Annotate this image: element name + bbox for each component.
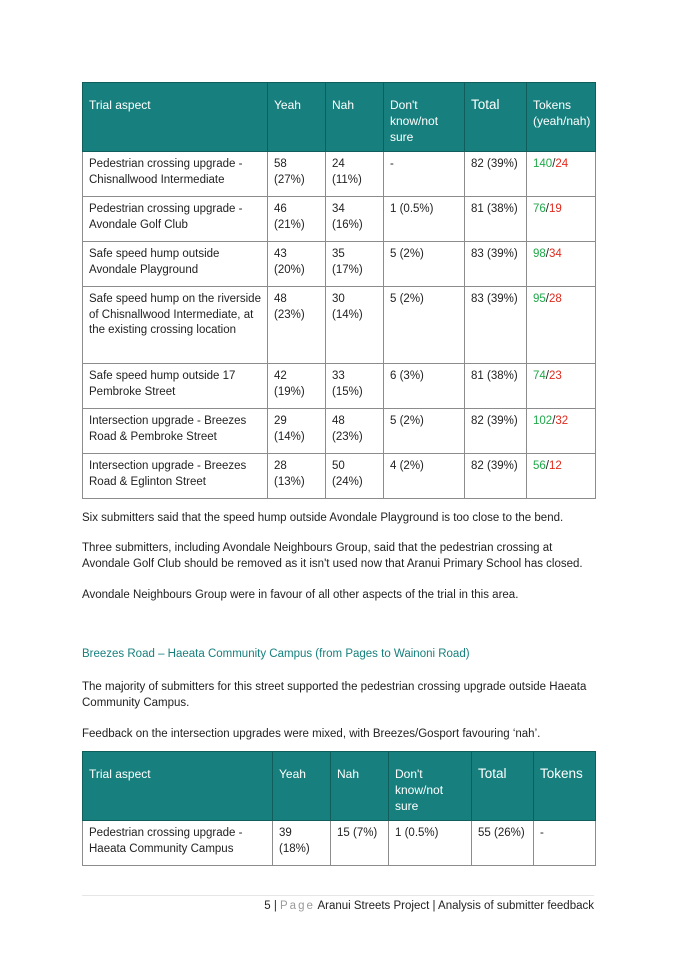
table-header-row	[83, 83, 596, 152]
cell-nah: 33 (15%)	[326, 364, 384, 409]
cell-dont-know: 5 (2%)	[384, 287, 465, 364]
footer-divider	[82, 895, 594, 896]
cell-nah: 24 (11%)	[326, 152, 384, 197]
cell-aspect: Intersection upgrade - Breezes Road & Eglinton Street	[83, 454, 268, 499]
cell-yeah: 28 (13%)	[268, 454, 326, 499]
cell-aspect: Safe speed hump outside Avondale Playground	[83, 242, 268, 287]
paragraph-golf-club: Three submitters, including Avondale Neighbours Group, said that the pedestrian crossing at Avondale Golf Club should be removed as it isn't used now that Aranui Primary School has closed.	[82, 542, 583, 570]
table-row	[83, 454, 596, 499]
paragraph-majority: The majority of submitters for this street supported the pedestrian crossing upgrade outside Haeata Community Campus.	[82, 681, 587, 709]
table-row	[83, 152, 596, 197]
cell-total: 81 (38%)	[465, 197, 527, 242]
tokens-yeah: 76	[533, 203, 546, 215]
cell-total: 82 (39%)	[465, 409, 527, 454]
cell-dont-know: 5 (2%)	[384, 409, 465, 454]
tokens-yeah: 140	[533, 158, 553, 170]
cell-aspect: Safe speed hump on the riverside of Chisnallwood Intermediate, at the existing crossing location	[83, 287, 268, 364]
header-tokens: Tokens	[534, 752, 596, 821]
results-table-breezes	[82, 751, 596, 866]
table-row	[83, 409, 596, 454]
tokens-nah: 19	[549, 203, 562, 215]
header-total: Total	[465, 83, 527, 152]
cell-tokens: 140/24	[527, 152, 596, 197]
cell-nah: 50 (24%)	[326, 454, 384, 499]
cell-total: 82 (39%)	[465, 454, 527, 499]
tokens-nah: 23	[549, 370, 562, 382]
cell-tokens: 95/28	[527, 287, 596, 364]
document-title: Aranui Streets Project | Analysis of submitter feedback	[317, 900, 594, 912]
cell-aspect: Intersection upgrade - Breezes Road & Pembroke Street	[83, 409, 268, 454]
paragraph-feedback: Feedback on the intersection upgrades were mixed, with Breezes/Gosport favouring ‘nah’.	[82, 728, 541, 740]
tokens-yeah: 98	[533, 248, 546, 260]
cell-aspect: Safe speed hump outside 17 Pembroke Street	[83, 364, 268, 409]
paragraph-speed-hump: Six submitters said that the speed hump outside Avondale Playground is too close to the bend.	[82, 512, 564, 524]
results-table-avondale	[82, 82, 596, 499]
cell-nah: 15 (7%)	[331, 821, 389, 866]
cell-yeah: 48 (23%)	[268, 287, 326, 364]
cell-tokens: 102/32	[527, 409, 596, 454]
cell-total: 83 (39%)	[465, 242, 527, 287]
tokens-nah: 12	[549, 460, 562, 472]
cell-yeah: 58 (27%)	[268, 152, 326, 197]
tokens-nah: 28	[549, 293, 562, 305]
header-yeah: Yeah	[273, 752, 331, 821]
cell-nah: 35 (17%)	[326, 242, 384, 287]
table-row	[83, 821, 596, 866]
page-footer	[264, 900, 594, 912]
cell-yeah: 46 (21%)	[268, 197, 326, 242]
cell-dont-know: 1 (0.5%)	[384, 197, 465, 242]
cell-aspect: Pedestrian crossing upgrade - Avondale Golf Club	[83, 197, 268, 242]
header-tokens: Tokens (yeah/nah)	[527, 83, 596, 152]
header-nah: Nah	[326, 83, 384, 152]
cell-aspect: Pedestrian crossing upgrade - Chisnallwood Intermediate	[83, 152, 268, 197]
cell-tokens: -	[534, 821, 596, 866]
cell-nah: 34 (16%)	[326, 197, 384, 242]
cell-tokens: 76/19	[527, 197, 596, 242]
cell-yeah: 29 (14%)	[268, 409, 326, 454]
header-total: Total	[472, 752, 534, 821]
cell-total: 82 (39%)	[465, 152, 527, 197]
tokens-yeah: 102	[533, 415, 553, 427]
tokens-nah: 34	[549, 248, 562, 260]
cell-tokens: 74/23	[527, 364, 596, 409]
tokens-nah: 32	[555, 415, 569, 427]
cell-yeah: 43 (20%)	[268, 242, 326, 287]
paragraph-neighbours-group: Avondale Neighbours Group were in favour of all other aspects of the trial in this area.	[82, 589, 519, 601]
cell-tokens: 56/12	[527, 454, 596, 499]
cell-tokens: 98/34	[527, 242, 596, 287]
table-row	[83, 287, 596, 364]
cell-aspect: Pedestrian crossing upgrade - Haeata Community Campus	[83, 821, 273, 866]
cell-total: 81 (38%)	[465, 364, 527, 409]
header-trial-aspect: Trial aspect	[83, 83, 268, 152]
page-number: 5	[264, 900, 271, 912]
cell-nah: 30 (14%)	[326, 287, 384, 364]
cell-yeah: 39 (18%)	[273, 821, 331, 866]
header-dont-know: Don't know/not sure	[384, 83, 465, 152]
page-label: Page	[280, 900, 315, 912]
tokens-yeah: 95	[533, 293, 546, 305]
cell-dont-know: 4 (2%)	[384, 454, 465, 499]
cell-dont-know: 6 (3%)	[384, 364, 465, 409]
cell-yeah: 42 (19%)	[268, 364, 326, 409]
tokens-yeah: 56	[533, 460, 546, 472]
table-row	[83, 197, 596, 242]
table-row	[83, 242, 596, 287]
header-dont-know: Don't know/not sure	[389, 752, 472, 821]
cell-total: 55 (26%)	[472, 821, 534, 866]
tokens-yeah: 74	[533, 370, 546, 382]
cell-nah: 48 (23%)	[326, 409, 384, 454]
cell-dont-know: 1 (0.5%)	[389, 821, 472, 866]
header-nah: Nah	[331, 752, 389, 821]
section-heading: Breezes Road – Haeata Community Campus (from Pages to Wainoni Road)	[82, 648, 470, 660]
cell-dont-know: -	[384, 152, 465, 197]
header-yeah: Yeah	[268, 83, 326, 152]
tokens-nah: 24	[555, 158, 569, 170]
cell-total: 83 (39%)	[465, 287, 527, 364]
table-row	[83, 364, 596, 409]
table-header-row	[83, 752, 596, 821]
footer-separator: |	[273, 900, 277, 912]
header-trial-aspect: Trial aspect	[83, 752, 273, 821]
cell-dont-know: 5 (2%)	[384, 242, 465, 287]
